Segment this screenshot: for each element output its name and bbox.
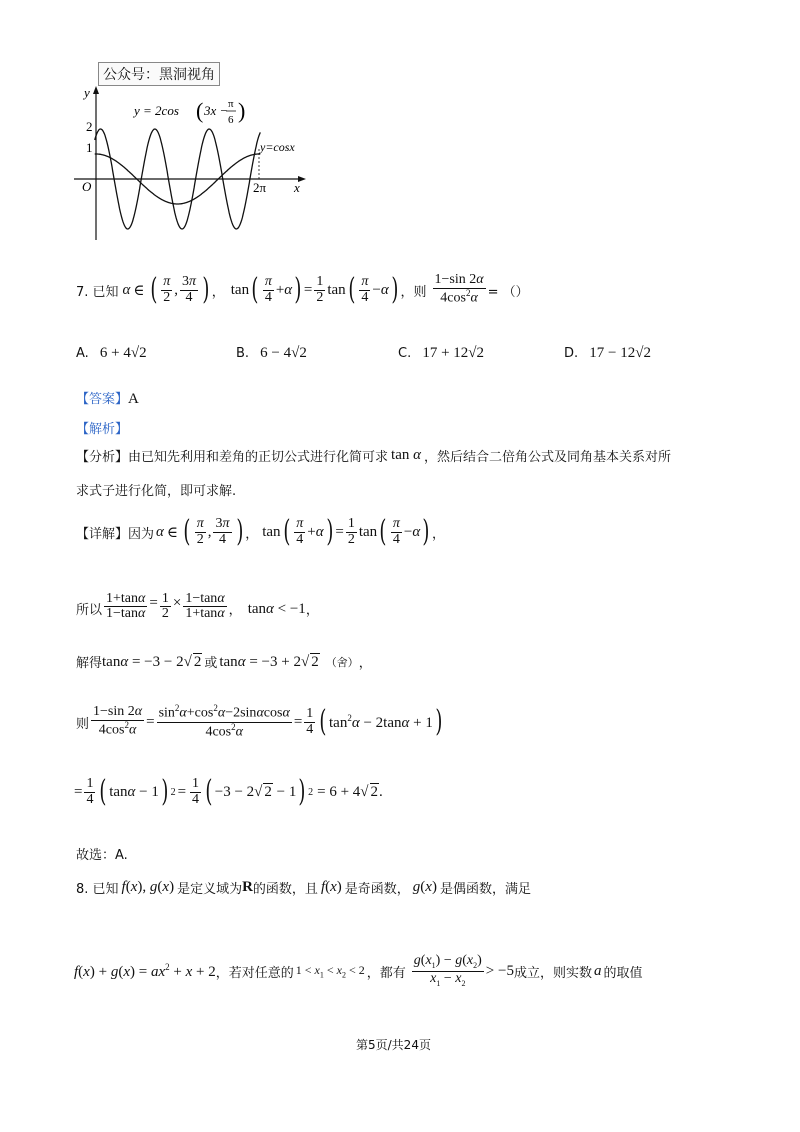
fenxi-text2: ，然后结合二倍角公式及同角基本关系对所: [423, 450, 671, 465]
func-paren-left: (: [196, 98, 204, 123]
q8-t1: 是定义域为: [177, 882, 243, 897]
q7-comma2: ，则: [400, 284, 427, 300]
tick-1: 1: [86, 140, 93, 155]
y-axis-label: y: [84, 85, 90, 100]
function-graph: [70, 82, 320, 247]
func-pi: π: [228, 98, 234, 110]
q8-number: 8. 已知: [76, 882, 119, 897]
xiangjie-line4: 则 $\frac{1-\sin 2\alpha}{4\cos^2\alpha}$ = $\frac{\sin^2\alpha+\cos^2\alpha-2\sin\alpha\cos\alpha}{4\cos^2\alpha}$ = $\frac{1}{4}$ ( $\tan^2\alpha - 2\tan\alpha + 1$ ): [76, 703, 443, 740]
huo-label: 或: [204, 656, 218, 671]
guxuan: 故选：A.: [76, 848, 128, 863]
origin-label: O: [82, 179, 92, 194]
analysis-label: 【解析】: [76, 422, 129, 437]
q7-number: 7. 已知: [76, 284, 119, 300]
xiangjie-line1: 【详解】因为 α ∈ ( $\frac{\pi}{2}$ , $\frac{3\pi}{4}$ ) ， tan ( $\frac{\pi}{4}$ +α ) = $\frac{1}{2}$ tan ( $\frac{\pi}{4}$ −α ) ，: [76, 514, 445, 549]
q7-option-a: [76, 342, 147, 362]
fenxi-line1: 【分析】 由已知先利用和差角的正切公式进行化简可求 tan α ，然后结合二倍角公式及同角基本关系对所: [76, 447, 671, 465]
q7-option-d: [564, 342, 651, 362]
tick-2pi: 2π: [253, 180, 267, 195]
option-c-letter: C.: [398, 346, 412, 361]
fenxi-text1: 由已知先利用和差角的正切公式进行化简可求: [128, 450, 389, 465]
tick-2: 2: [86, 119, 93, 134]
question-7: 7. 已知 α ∈ ( $\frac{\pi}{2}$ , $\frac{3\pi}{4}$ ) ， tan ( $\frac{\pi}{4}$ +α ) = $\frac{1}{2}$ tan ( $\frac{\pi}{4}$ −α ) ，则 $\frac{1-\sin 2\alpha}{4\cos^2\alpha}$ = （）: [76, 272, 529, 307]
q8-t8: 的取值: [603, 965, 643, 981]
q7-equals: = （）: [487, 284, 529, 300]
q7-option-c: [398, 342, 484, 362]
question-8: 8. 已知 f(x), g(x) 是定义域为 R 的函数，且 f(x) 是奇函数， g(x) 是偶函数，满足: [76, 879, 531, 897]
xiangjie-line5: = $\frac{1}{4}$ ( tanα − 1 ) 2 = $\frac{1}{4}$ ( −3 − 2√ 2 − 1 ) 2 = 6 + 4√ 2 .: [74, 774, 383, 809]
q8-R: R: [242, 879, 253, 895]
func-six: 6: [228, 114, 234, 126]
q8-t2: 的函数，且: [252, 882, 318, 897]
jiede-label: 解得: [76, 656, 103, 671]
ze-label: 则: [76, 716, 90, 732]
x-axis-label: x: [294, 180, 300, 195]
page-footer: 第5页/共24页: [356, 1038, 431, 1052]
q8-t6: ，都有: [366, 965, 406, 981]
cos-label: y=cosx: [260, 140, 295, 154]
option-c-value: 17 + 12√2: [422, 345, 485, 361]
func-inner: 3x −: [204, 103, 229, 118]
q8-t3: 是奇函数，: [344, 882, 410, 897]
answer-label: 【答案】: [76, 392, 129, 407]
q7-comma1: ，: [211, 284, 225, 300]
option-d-letter: D.: [564, 346, 579, 361]
option-a-value: 6 + 4√2: [99, 345, 147, 361]
option-b-value: 6 − 4√2: [260, 345, 307, 361]
fenxi-text3: 求式子进行化简，即可求解.: [76, 484, 237, 499]
watermark-label: 公众号：黑洞视角: [98, 62, 220, 86]
func-label: y = 2cos: [134, 103, 179, 118]
q8-t7: 成立，则实数: [513, 965, 592, 981]
q8-line2: $f(x) + g(x) = ax^2 + x + 2$ ，若对任意的 $1 < x_1 < x_2 < 2$ ，都有 $\frac{g(x_1) - g(x_2)}{x_1 - x_2}$ > −5 成立，则实数 a 的取值: [74, 953, 643, 988]
answer-value: A: [128, 391, 139, 407]
y-axis-arrow: [93, 86, 99, 94]
suoyi-label: 所以: [76, 603, 103, 618]
option-b-letter: B.: [236, 346, 250, 361]
she-label: （舍）: [325, 655, 359, 669]
fenxi-label: 【分析】: [76, 450, 129, 465]
q8-t5: ，若对任意的: [215, 965, 294, 981]
option-a-letter: A.: [76, 346, 89, 361]
q8-t4: 是偶函数，满足: [439, 882, 531, 897]
answer-line: [76, 388, 139, 408]
q7-option-b: [236, 342, 307, 362]
func-paren-right: ): [238, 98, 246, 123]
xiangjie-line3: 解得 tanα = −3 − 2√ 2 或 tanα = −3 + 2√ 2 （舍） ，: [76, 653, 372, 671]
xiangjie-label: 【详解】因为: [76, 526, 155, 542]
option-d-value: 17 − 12√2: [589, 345, 651, 361]
xiangjie-line2: 所以 $\frac{1+\tan\alpha}{1-\tan\alpha}$ = $\frac{1}{2}$ × $\frac{1-\tan\alpha}{1+\tan\alpha}$ ， tanα < −1 ，: [76, 590, 319, 622]
